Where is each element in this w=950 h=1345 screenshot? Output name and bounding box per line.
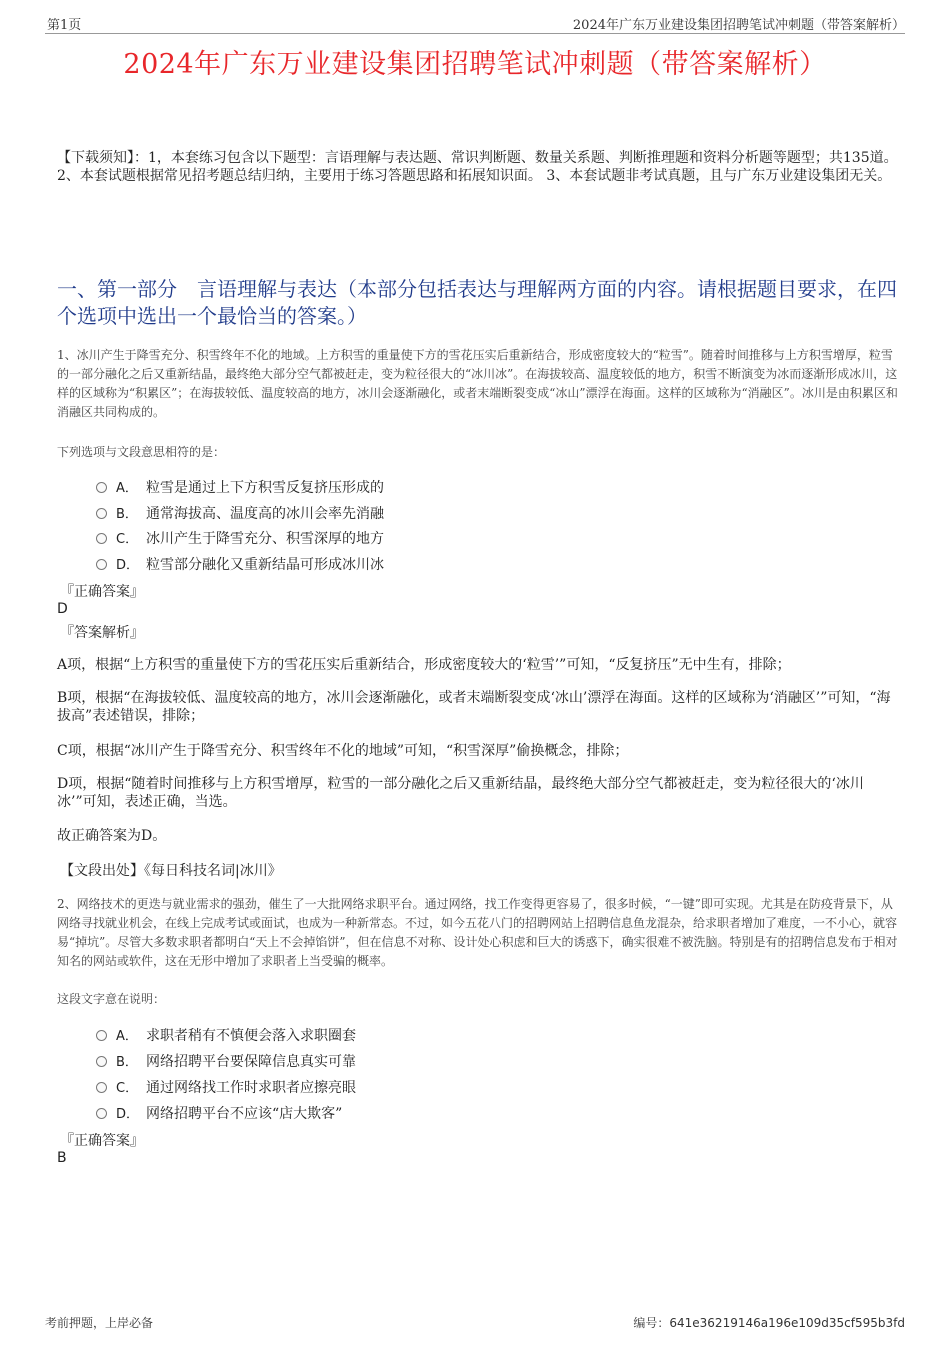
- question-1-source: 【文段出处】《每日科技名词|冰川》: [60, 863, 282, 879]
- radio-button-icon[interactable]: [96, 559, 107, 570]
- analysis-item-c: C项，根据“冰川产生于降雪充分、积雪终年不化的地域”可知，“积雪深厚”偷换概念，排除；: [57, 743, 629, 759]
- question-2-text: 2、网络技术的更迭与就业需求的强劲，催生了一大批网络求职平台。通过网络，找工作变得更容易了，很多时候，“一键”即可实现。尤其是在防疫背景下，从网络寻找就业机会，在线上完成考试或面试，也成为一种新常态。不过，如今五花八门的招聘网站上招聘信息鱼龙混杂，给求职者增加了难度，一不小心，就容易“掉坑”。尽管大多数求职者都明白“天上不会掉馅饼”，但在信息不对称、设计处心积虑和巨大的诱惑下，确实很难不被洗脑。特别是有的招聘信息发布于相对知名的网站或软件，这在无形中增加了求职者上当受骗的概率。: [57, 897, 898, 968]
- footer-code: [633, 1314, 905, 1331]
- footer-code-label: 编号：: [633, 1316, 670, 1330]
- option-text: 冰川产生于降雪充分、积雪深厚的地方: [146, 531, 384, 547]
- option-text: 网络招聘平台要保障信息真实可靠: [146, 1054, 356, 1070]
- radio-button-icon[interactable]: [96, 1108, 107, 1119]
- question-1-text: 1、冰川产生于降雪充分、积雪终年不化的地域。上方积雪的重量使下方的雪花压实后重新结合，形成密度较大的“粒雪”。随着时间推移与上方积雪增厚，粒雪的一部分融化之后又重新结晶，最终绝大部分空气都被赶走，变为粒径很大的“冰川冰”。在海拔较高、温度较低的地方，积雪不断演变为冰而逐渐形成冰川，这样的区域称为“积累区”；在海拔较低、温度较高的地方，冰川会逐渐融化，或者末端断裂变成“冰山”漂浮在海面。这样的区域称为“消融区”。冰川是由积累区和消融区共同构成的。: [57, 348, 898, 419]
- option-letter: B．: [116, 1055, 138, 1070]
- radio-button-icon[interactable]: [96, 482, 107, 493]
- radio-button-icon[interactable]: [96, 1030, 107, 1041]
- option-text: 粒雪是通过上下方积雪反复挤压形成的: [146, 480, 384, 496]
- header-divider: [45, 33, 905, 34]
- radio-button-icon[interactable]: [96, 533, 107, 544]
- option-letter: A．: [116, 481, 138, 496]
- analysis-item-a: A项，根据“上方积雪的重量使下方的雪花压实后重新结合，形成密度较大的‘粒雪’”可知，“反复挤压”无中生有，排除；: [57, 657, 791, 673]
- document-title: 2024年广东万业建设集团招聘笔试冲刺题（带答案解析）: [123, 49, 827, 80]
- question-1-answer-label: 『正确答案』: [60, 584, 144, 600]
- option-letter: D．: [116, 558, 140, 573]
- question-1-option-a[interactable]: [96, 477, 384, 497]
- question-1-option-b[interactable]: [96, 503, 384, 523]
- question-2-option-c[interactable]: [96, 1077, 356, 1097]
- option-letter: B．: [116, 507, 138, 522]
- option-letter: A．: [116, 1029, 138, 1044]
- question-2-option-a[interactable]: [96, 1025, 356, 1045]
- option-text: 网络招聘平台不应该“店大欺客”: [146, 1106, 343, 1122]
- question-1-prompt: 下列选项与文段意思相符的是：: [57, 445, 226, 459]
- option-text: 通过网络找工作时求职者应擦亮眼: [146, 1080, 356, 1096]
- question-1-option-c[interactable]: [96, 528, 384, 548]
- question-2-answer-label: 『正确答案』: [60, 1133, 144, 1149]
- page-number: 第1页: [47, 18, 82, 33]
- analysis-item-d: D项，根据“随着时间推移与上方积雪增厚，粒雪的一部分融化之后又重新结晶，最终绝大部分空气都被赶走，变为粒径很大的‘冰川冰’”可知，表述正确，当选。: [57, 776, 864, 810]
- question-2-answer: B: [57, 1150, 67, 1166]
- question-2-option-b[interactable]: [96, 1051, 356, 1071]
- radio-button-icon[interactable]: [96, 508, 107, 519]
- option-letter: C．: [116, 532, 139, 547]
- option-text: 求职者稍有不慎便会落入求职圈套: [146, 1028, 356, 1044]
- option-letter: C．: [116, 1081, 139, 1096]
- radio-button-icon[interactable]: [96, 1082, 107, 1093]
- question-1-answer: D: [57, 601, 68, 617]
- analysis-conclusion: 故正确答案为D。: [57, 828, 167, 844]
- option-text: 粒雪部分融化又重新结晶可形成冰川冰: [146, 557, 384, 573]
- footer-code-value: 641e36219146a196e109d35cf595b3fd: [669, 1316, 905, 1330]
- question-1-option-d[interactable]: [96, 554, 384, 574]
- download-notice: 【下载须知】：1，本套练习包含以下题型：言语理解与表达题、常识判断题、数量关系题、判断推理题和资料分析题等题型；共135道。 2、本套试题根据常见招考题总结归纳，主要用于练习答题思路和拓展知识面。 3、本套试题非考试真题，且与广东万业建设集团无关。: [57, 150, 898, 184]
- option-letter: D．: [116, 1107, 140, 1122]
- radio-button-icon[interactable]: [96, 1056, 107, 1067]
- question-2-prompt: 这段文字意在说明：: [57, 992, 166, 1006]
- header-doc-title: 2024年广东万业建设集团招聘笔试冲刺题（带答案解析）: [572, 18, 905, 33]
- footer-slogan: 考前押题，上岸必备: [45, 1316, 154, 1330]
- section-heading: 一、第一部分 言语理解与表达（本部分包括表达与理解两方面的内容。请根据题目要求，在四个选项中选出一个最恰当的答案。）: [57, 277, 897, 328]
- question-1-analysis-label: 『答案解析』: [60, 625, 144, 641]
- question-2-option-d[interactable]: [96, 1103, 342, 1123]
- analysis-item-b: B项，根据“在海拔较低、温度较高的地方，冰川会逐渐融化，或者末端断裂变成‘冰山’漂浮在海面。这样的区域称为‘消融区’”可知，“海拔高”表述错误，排除；: [57, 690, 891, 724]
- option-text: 通常海拔高、温度高的冰川会率先消融: [146, 506, 384, 522]
